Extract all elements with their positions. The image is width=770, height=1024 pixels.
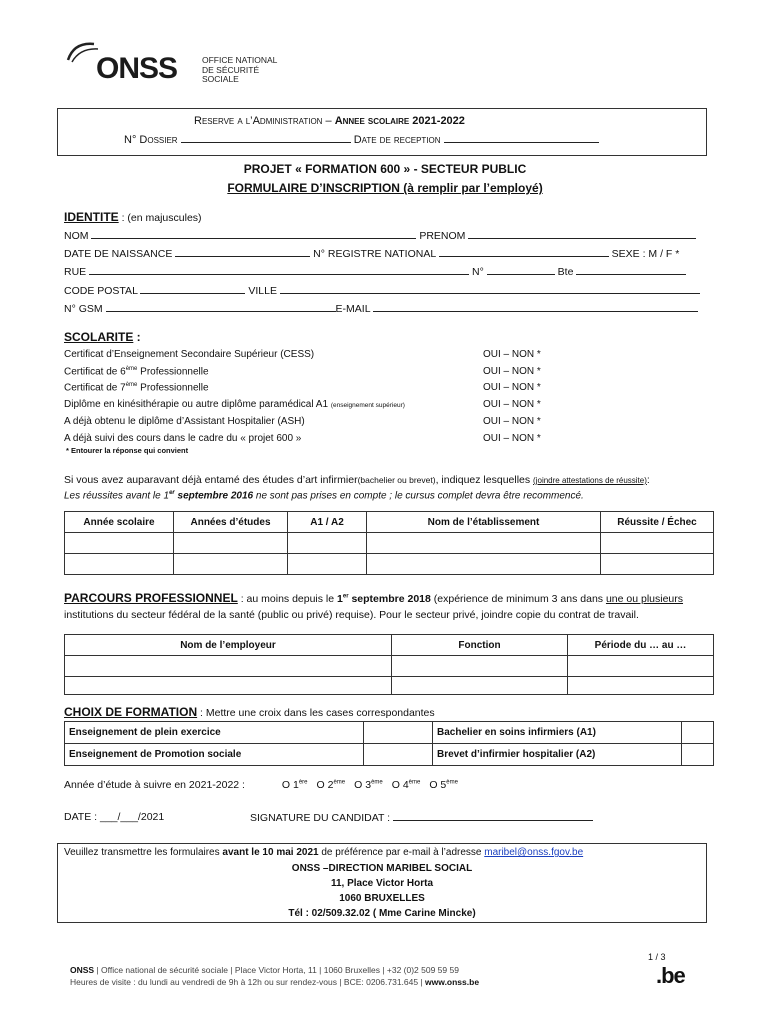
registre-field[interactable] bbox=[439, 247, 609, 257]
prenom-label: PRENOM bbox=[419, 230, 466, 242]
date-reception-field[interactable] bbox=[444, 133, 599, 143]
signature-field[interactable] bbox=[393, 811, 593, 821]
identite-heading: IDENTITE bbox=[64, 210, 119, 224]
list-item: Certificat d’Enseignement Secondaire Supérieur (CESS) bbox=[64, 349, 315, 360]
annee-option[interactable]: O 2ème bbox=[316, 779, 346, 791]
contact-line5: Tél : 02/509.32.02 ( Mme Carine Mincke) bbox=[288, 908, 476, 919]
table-row bbox=[65, 554, 714, 575]
table-row bbox=[65, 656, 714, 677]
table-row bbox=[65, 744, 714, 766]
col-reussite: Réussite / Échec bbox=[601, 512, 714, 533]
col-a1-a2: A1 / A2 bbox=[288, 512, 367, 533]
table-row bbox=[65, 722, 714, 744]
table-cell[interactable] bbox=[288, 533, 367, 554]
annee-option[interactable]: O 4ème bbox=[391, 779, 421, 791]
dossier-label: N° Dossier bbox=[124, 134, 178, 146]
annee-etude-label: Année d’étude à suivre en 2021-2022 : bbox=[64, 779, 245, 791]
table-cell[interactable] bbox=[601, 533, 714, 554]
footer-line2: Heures de visite : du lundi au vendredi de 9h à 12h ou sur rendez-vous | BCE: 0206.731.645 | www.onss.be bbox=[70, 977, 480, 987]
annee-etude-row bbox=[64, 779, 467, 791]
table-cell[interactable] bbox=[392, 677, 568, 695]
email-label: E-MAIL bbox=[335, 303, 371, 315]
registre-label: N° REGISTRE NATIONAL bbox=[313, 248, 436, 260]
employer-header-row bbox=[65, 635, 714, 656]
page-number: 1 / 3 bbox=[648, 952, 666, 962]
promotion-sociale-label: Enseignement de Promotion sociale bbox=[65, 744, 364, 766]
identite-note: : (en majuscules) bbox=[118, 212, 202, 224]
table-row bbox=[65, 533, 714, 554]
plein-exercice-label: Enseignement de plein exercice bbox=[65, 722, 364, 744]
list-item: Certificat de 7ème Professionnelle bbox=[64, 382, 209, 394]
logo-wordmark: ONSS bbox=[96, 52, 178, 85]
date-reception-label: Date de reception bbox=[353, 134, 441, 146]
list-item: Certificat de 6ème Professionnelle bbox=[64, 365, 209, 378]
rue-label: RUE bbox=[64, 266, 87, 278]
be-logo: .be bbox=[656, 963, 685, 988]
table-cell[interactable] bbox=[65, 533, 174, 554]
attestations-note: (joindre attestations de réussite) bbox=[533, 476, 647, 485]
choix-heading: CHOIX DE FORMATION bbox=[64, 705, 198, 719]
contact-box bbox=[57, 843, 707, 923]
col-periode: Période du … au … bbox=[568, 635, 714, 656]
numero-label: N° bbox=[472, 266, 484, 278]
row-code-postal bbox=[64, 284, 700, 297]
bachelier-checkbox[interactable] bbox=[682, 722, 714, 744]
plein-exercice-checkbox[interactable] bbox=[364, 722, 433, 744]
reserve-label: Reserve a l’Administration – bbox=[194, 115, 332, 127]
admin-box bbox=[57, 108, 707, 156]
parcours-heading: PARCOURS PROFESSIONNEL bbox=[64, 591, 238, 605]
brevet-checkbox[interactable] bbox=[682, 744, 714, 766]
promotion-sociale-checkbox[interactable] bbox=[364, 744, 433, 766]
contact-line1: Veuillez transmettre les formulaires avant le 10 mai 2021 de préférence par e-mail à l’adresse maribel@onss.fgov.be bbox=[64, 847, 584, 858]
table-cell[interactable] bbox=[367, 554, 601, 575]
row-gsm bbox=[64, 302, 700, 315]
row-rue bbox=[64, 265, 700, 278]
contact-line4: 1060 BRUXELLES bbox=[339, 893, 425, 904]
naissance-field[interactable] bbox=[175, 247, 310, 257]
col-etablissement: Nom de l’établissement bbox=[367, 512, 601, 533]
date-field[interactable]: DATE : ___/___/2021 bbox=[64, 811, 165, 823]
oui-non-answer[interactable]: OUI – NON * bbox=[483, 382, 541, 394]
form-subtitle: FORMULAIRE D’INSCRIPTION (à remplir par l’employé) bbox=[227, 181, 543, 195]
logo-subtitle: OFFICE NATIONAL DE SÉCURITÉ SOCIALE bbox=[202, 55, 278, 84]
ville-field[interactable] bbox=[280, 284, 700, 294]
naissance-label: DATE DE NAISSANCE bbox=[64, 248, 173, 260]
brevet-label: Brevet d’infirmier hospitalier (A2) bbox=[433, 744, 682, 766]
parcours-line2: institutions du secteur fédéral de la santé (public ou privé) requise). Pour le secteur privé, joindre copie du contrat de travail. bbox=[64, 609, 639, 621]
prenom-field[interactable] bbox=[468, 229, 696, 239]
numero-field[interactable] bbox=[487, 265, 555, 275]
table-cell[interactable] bbox=[367, 533, 601, 554]
bte-label: Bte bbox=[557, 266, 574, 278]
onss-logo bbox=[64, 40, 294, 90]
studies-header-row bbox=[65, 512, 714, 533]
table-cell[interactable] bbox=[65, 677, 392, 695]
table-cell[interactable] bbox=[65, 656, 392, 677]
table-cell[interactable] bbox=[568, 677, 714, 695]
choix-line: CHOIX DE FORMATION : Mettre une croix dans les cases correspondantes bbox=[64, 705, 435, 719]
email-field[interactable] bbox=[373, 302, 698, 312]
table-cell[interactable] bbox=[392, 656, 568, 677]
oui-non-answer[interactable]: OUI – NON * bbox=[483, 432, 541, 444]
col-annee-scolaire: Année scolaire bbox=[65, 512, 174, 533]
ville-label: VILLE bbox=[248, 285, 277, 297]
sexe-label[interactable]: SEXE : M / F * bbox=[611, 248, 680, 260]
nom-label: NOM bbox=[64, 230, 89, 242]
row-naissance bbox=[64, 247, 700, 260]
code-postal-field[interactable] bbox=[140, 284, 245, 294]
table-cell[interactable] bbox=[568, 656, 714, 677]
table-cell[interactable] bbox=[601, 554, 714, 575]
signature-label: SIGNATURE DU CANDIDAT : bbox=[250, 812, 391, 824]
footer-line1: ONSS | Office national de sécurité sociale | Place Victor Horta, 11 | 1060 Bruxelles | +32 (0)2 509 59 59 bbox=[70, 965, 459, 975]
col-annees-etudes: Années d’études bbox=[174, 512, 288, 533]
row-nom bbox=[64, 229, 700, 242]
infirmier-line1: Si vous avez auparavant déjà entamé des études d’art infirmier(bachelier ou brevet), indiquez lesquelles (joindre attestations de réussite): bbox=[64, 474, 650, 486]
oui-non-answer[interactable]: OUI – NON * bbox=[483, 349, 541, 360]
annee-option[interactable]: O 5ème bbox=[429, 779, 458, 791]
bachelier-label: Bachelier en soins infirmiers (A1) bbox=[433, 722, 682, 744]
annee-etude-options bbox=[282, 779, 467, 791]
list-item: A déjà obtenu le diplôme d’Assistant Hospitalier (ASH) bbox=[64, 415, 305, 427]
gsm-label: N° GSM bbox=[64, 303, 103, 315]
contact-line3: 11, Place Victor Horta bbox=[330, 878, 434, 889]
oui-non-answer[interactable]: OUI – NON * bbox=[483, 365, 541, 377]
form-title: PROJET « FORMATION 600 » - SECTEUR PUBLIC bbox=[243, 162, 527, 176]
col-employeur: Nom de l’employeur bbox=[65, 635, 392, 656]
oui-non-answer[interactable]: OUI – NON * bbox=[483, 399, 541, 411]
oui-non-answer[interactable]: OUI – NON * bbox=[483, 415, 541, 427]
bte-field[interactable] bbox=[576, 265, 686, 275]
table-cell[interactable] bbox=[174, 533, 288, 554]
gsm-field[interactable] bbox=[106, 302, 336, 312]
table-row bbox=[65, 677, 714, 695]
annee-scolaire-label: Annee scolaire 2021-2022 bbox=[334, 115, 465, 127]
dossier-field[interactable] bbox=[181, 133, 351, 143]
employer-table bbox=[64, 634, 714, 695]
rue-field[interactable] bbox=[89, 265, 469, 275]
studies-table bbox=[64, 511, 714, 575]
choix-table bbox=[64, 721, 714, 766]
contact-line2: ONSS –DIRECTION MARIBEL SOCIAL bbox=[291, 863, 473, 874]
list-item: Diplôme en kinésithérapie ou autre diplôme paramédical A1 (enseignement supérieur) bbox=[64, 399, 405, 411]
scolarite-footnote: * Entourer la réponse qui convient bbox=[66, 446, 189, 455]
signature-row bbox=[250, 811, 593, 824]
nom-field[interactable] bbox=[91, 229, 416, 239]
list-item: A déjà suivi des cours dans le cadre du « projet 600 » bbox=[64, 432, 302, 444]
infirmier-line2: Les réussites avant le 1er septembre 2016 ne sont pas prises en compte ; le cursus complet devra être recommencé. bbox=[64, 490, 584, 502]
code-postal-label: CODE POSTAL bbox=[64, 285, 138, 297]
annee-option[interactable]: O 1ère bbox=[281, 779, 308, 791]
scolarite-heading: SCOLARITE bbox=[64, 330, 134, 344]
col-fonction: Fonction bbox=[392, 635, 568, 656]
footer-website[interactable]: www.onss.be bbox=[425, 977, 480, 987]
table-cell[interactable] bbox=[65, 554, 174, 575]
table-cell[interactable] bbox=[288, 554, 367, 575]
table-cell[interactable] bbox=[174, 554, 288, 575]
annee-option[interactable]: O 3ème bbox=[354, 779, 383, 791]
parcours-line1: PARCOURS PROFESSIONNEL : au moins depuis le 1er septembre 2018 (expérience de minimum 3 ans dans une ou plusieurs bbox=[64, 591, 684, 605]
contact-email-link[interactable]: maribel@onss.fgov.be bbox=[484, 847, 584, 858]
